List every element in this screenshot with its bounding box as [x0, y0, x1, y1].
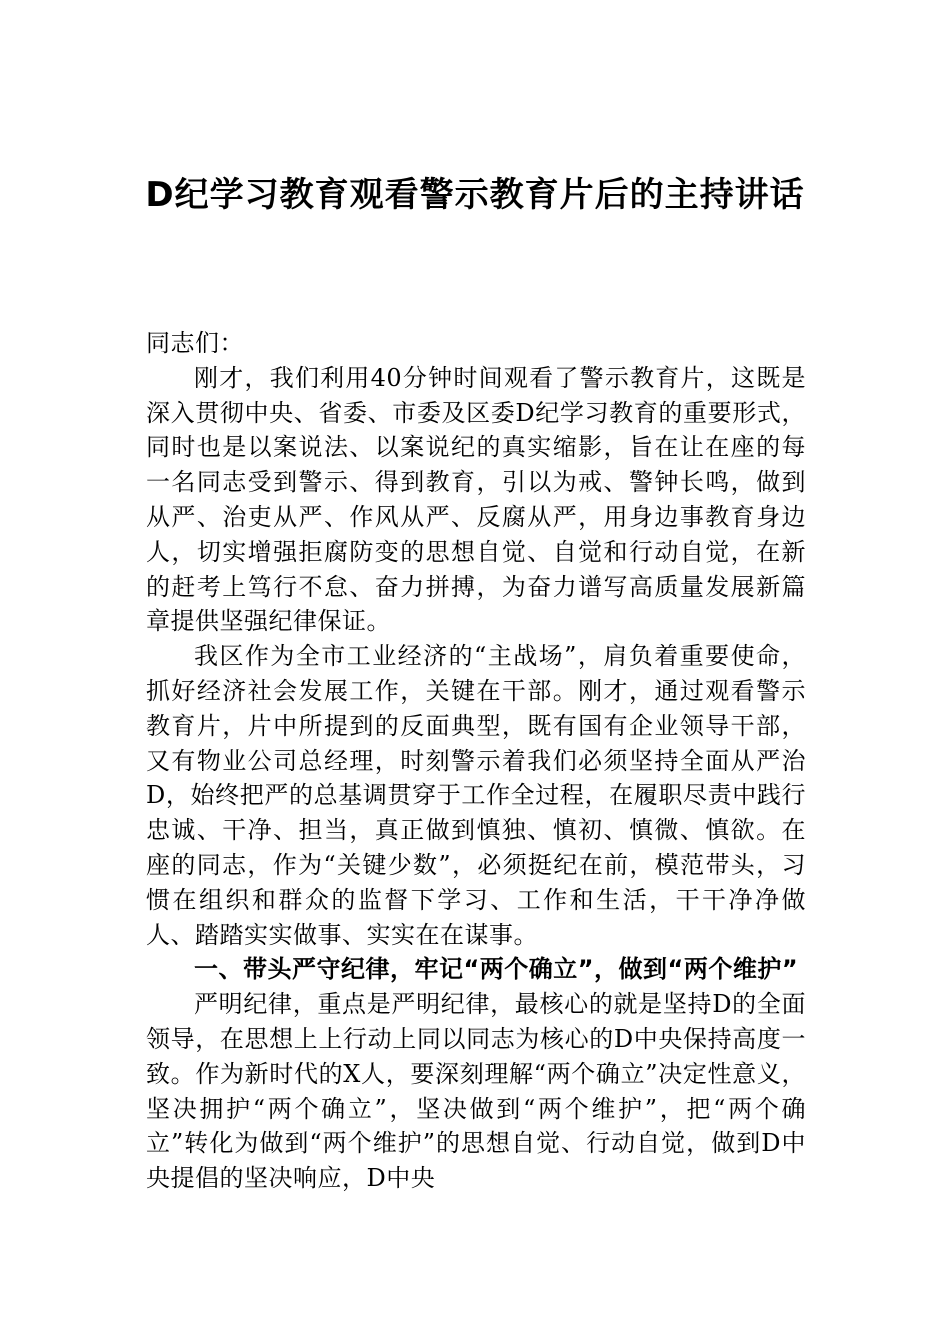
section-1-paragraph: 严明纪律，重点是严明纪律，最核心的就是坚持D的全面领导，在思想上上行动上同以同志为核心的D中央保持高度一致。作为新时代的X人，要深刻理解“两个确立”决定性意义，坚决拥护“两个确立”，坚决做到“两个维护”，把“两个确立”转化为做到“两个维护”的思想自觉、行动自觉，做到D中央提倡的坚决响应，D中央	[146, 990, 806, 1193]
section-heading-1: 一、带头严守纪律，牢记“两个确立”，做到“两个维护”	[194, 955, 799, 984]
document-title: D纪学习教育观看警示教育片后的主持讲话	[145, 175, 805, 215]
paragraph-1: 刚才，我们利用40分钟时间观看了警示教育片，这既是深入贯彻中央、省委、市委及区委D纪学习教育的重要形式，同时也是以案说法、以案说纪的真实缩影，旨在让在座的每一名同志受到警示、得到教育，引以为戒、警钟长鸣，做到从严、治吏从严、作风从严、反腐从严，用身边事教育身边人，切实增强拒腐防变的思想自觉、自觉和行动自觉，在新的赶考上笃行不怠、奋力拼搏，为奋力谱写高质量发展新篇章提供坚强纪律保证。	[146, 363, 806, 636]
document-body	[146, 326, 806, 1196]
paragraph-2: 我区作为全市工业经济的“主战场”，肩负着重要使命，抓好经济社会发展工作，关键在干部。刚才，通过观看警示教育片，片中所提到的反面典型，既有国有企业领导干部，又有物业公司总经理，时刻警示着我们必须坚持全面从严治D，始终把严的总基调贯穿于工作全过程，在履职尽责中践行忠诚、干净、担当，真正做到慎独、慎初、慎微、慎欲。在座的同志，作为“关键少数”，必须挺纪在前，模范带头，习惯在组织和群众的监督下学习、工作和生活，干干净净做人、踏踏实实做事、实实在在谋事。	[146, 642, 806, 949]
salutation: 同志们：	[146, 329, 244, 357]
